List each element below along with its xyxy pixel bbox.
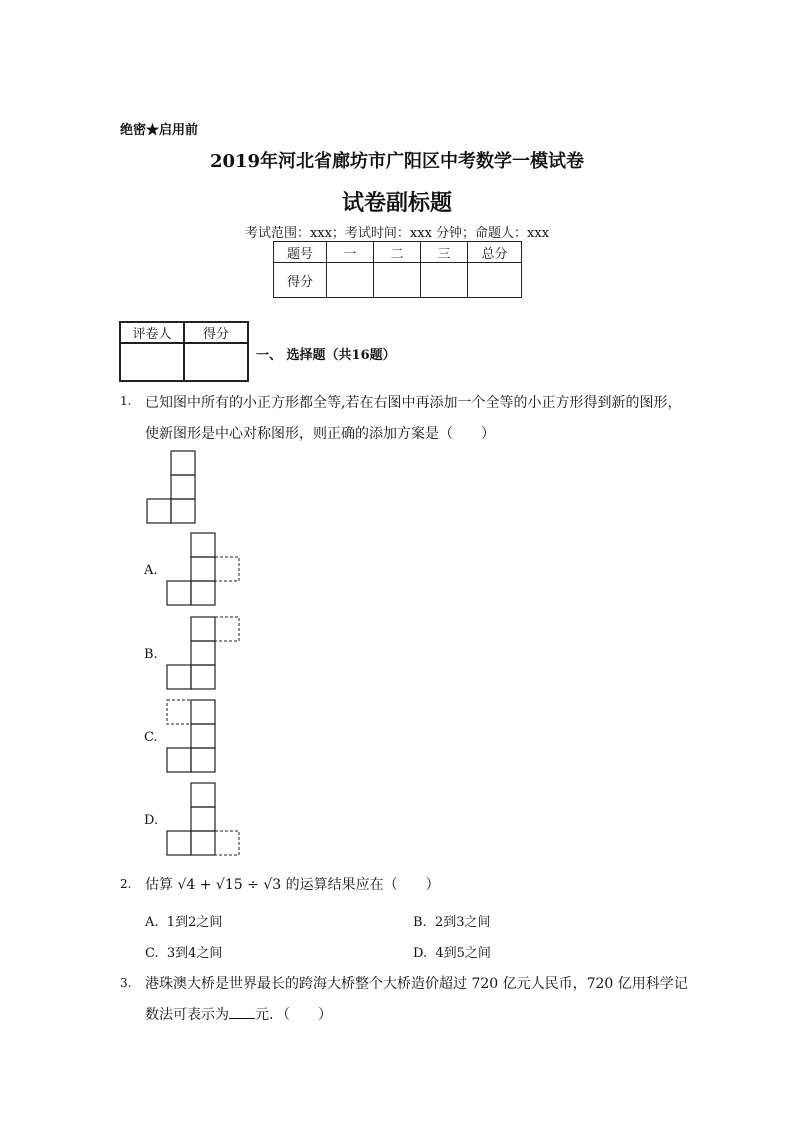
question-number: 2. bbox=[120, 877, 132, 891]
question-text-part: 元．（ ） bbox=[255, 1007, 332, 1023]
question-number: 1. bbox=[120, 394, 132, 408]
grader-cell[interactable] bbox=[120, 343, 184, 381]
question-prefix: 估算 bbox=[145, 877, 173, 893]
question-number: 3. bbox=[120, 976, 132, 990]
option-b[interactable] bbox=[413, 911, 491, 930]
score-header-cell: 题号 bbox=[274, 242, 327, 263]
option-letter: A. bbox=[144, 563, 158, 578]
score-cell[interactable] bbox=[468, 263, 522, 298]
score-cell[interactable] bbox=[421, 263, 468, 298]
option-text: 3到4之间 bbox=[166, 946, 223, 961]
option-a-figure[interactable] bbox=[164, 530, 244, 610]
question-text: 使新图形是中心对称图形，则正确的添加方案是（ ） bbox=[145, 426, 495, 442]
option-letter: A. bbox=[145, 915, 159, 930]
exam-subtitle: 试卷副标题 bbox=[341, 190, 452, 216]
option-letter: D. bbox=[413, 946, 428, 961]
math-sqrt: √4 bbox=[177, 877, 196, 893]
secret-mark: 绝密★启用前 bbox=[120, 123, 199, 138]
option-text: 4到5之间 bbox=[435, 946, 491, 961]
math-sqrt: √3 bbox=[263, 877, 282, 893]
option-c-figure[interactable] bbox=[164, 697, 244, 777]
answer-blank[interactable] bbox=[229, 1006, 255, 1019]
grader-cell[interactable] bbox=[184, 343, 248, 381]
exam-title: 2019年河北省廊坊市广阳区中考数学一模试卷 bbox=[209, 151, 585, 172]
score-cell[interactable] bbox=[374, 263, 421, 298]
math-operator: + bbox=[199, 877, 212, 893]
score-header-cell: 三 bbox=[421, 242, 468, 263]
grader-header-cell: 评卷人 bbox=[120, 322, 184, 343]
score-cell[interactable] bbox=[327, 263, 374, 298]
option-text: 1到2之间 bbox=[166, 915, 223, 930]
score-header-cell: 总分 bbox=[468, 242, 522, 263]
option-text: 2到3之间 bbox=[434, 915, 491, 930]
score-table bbox=[273, 241, 522, 298]
score-header-cell: 一 bbox=[327, 242, 374, 263]
math-sqrt: √15 bbox=[215, 877, 243, 893]
section-title: 一、 选择题（共16题） bbox=[256, 348, 396, 363]
grader-table bbox=[119, 321, 249, 382]
grader-header-cell: 得分 bbox=[184, 322, 248, 343]
option-c[interactable] bbox=[145, 942, 222, 961]
option-d-figure[interactable] bbox=[164, 780, 244, 860]
question-text: 已知图中所有的小正方形都全等,若在右图中再添加一个全等的小正方形得到新的图形， bbox=[145, 395, 682, 411]
question-text-part: 数法可表示为 bbox=[145, 1007, 229, 1023]
option-letter: B. bbox=[144, 647, 158, 662]
option-letter: C. bbox=[144, 730, 158, 745]
question-text bbox=[145, 874, 440, 894]
question-suffix: 的运算结果应在（ ） bbox=[285, 877, 440, 893]
option-letter: D. bbox=[144, 813, 159, 828]
question-figure bbox=[145, 448, 205, 528]
option-b-figure[interactable] bbox=[164, 614, 244, 694]
score-row-label: 得分 bbox=[274, 263, 327, 298]
option-letter: B. bbox=[413, 915, 427, 930]
option-a[interactable] bbox=[145, 911, 222, 930]
question-text bbox=[145, 1004, 332, 1024]
score-header-cell: 二 bbox=[374, 242, 421, 263]
option-d[interactable] bbox=[413, 942, 491, 961]
math-operator: ÷ bbox=[247, 877, 259, 893]
exam-info: 考试范围：xxx；考试时间：xxx 分钟；命题人：xxx bbox=[244, 226, 550, 241]
question-text: 港珠澳大桥是世界最长的跨海大桥整个大桥造价超过 720 亿元人民币，720 亿用科学记 bbox=[145, 976, 688, 992]
option-letter: C. bbox=[145, 946, 159, 961]
